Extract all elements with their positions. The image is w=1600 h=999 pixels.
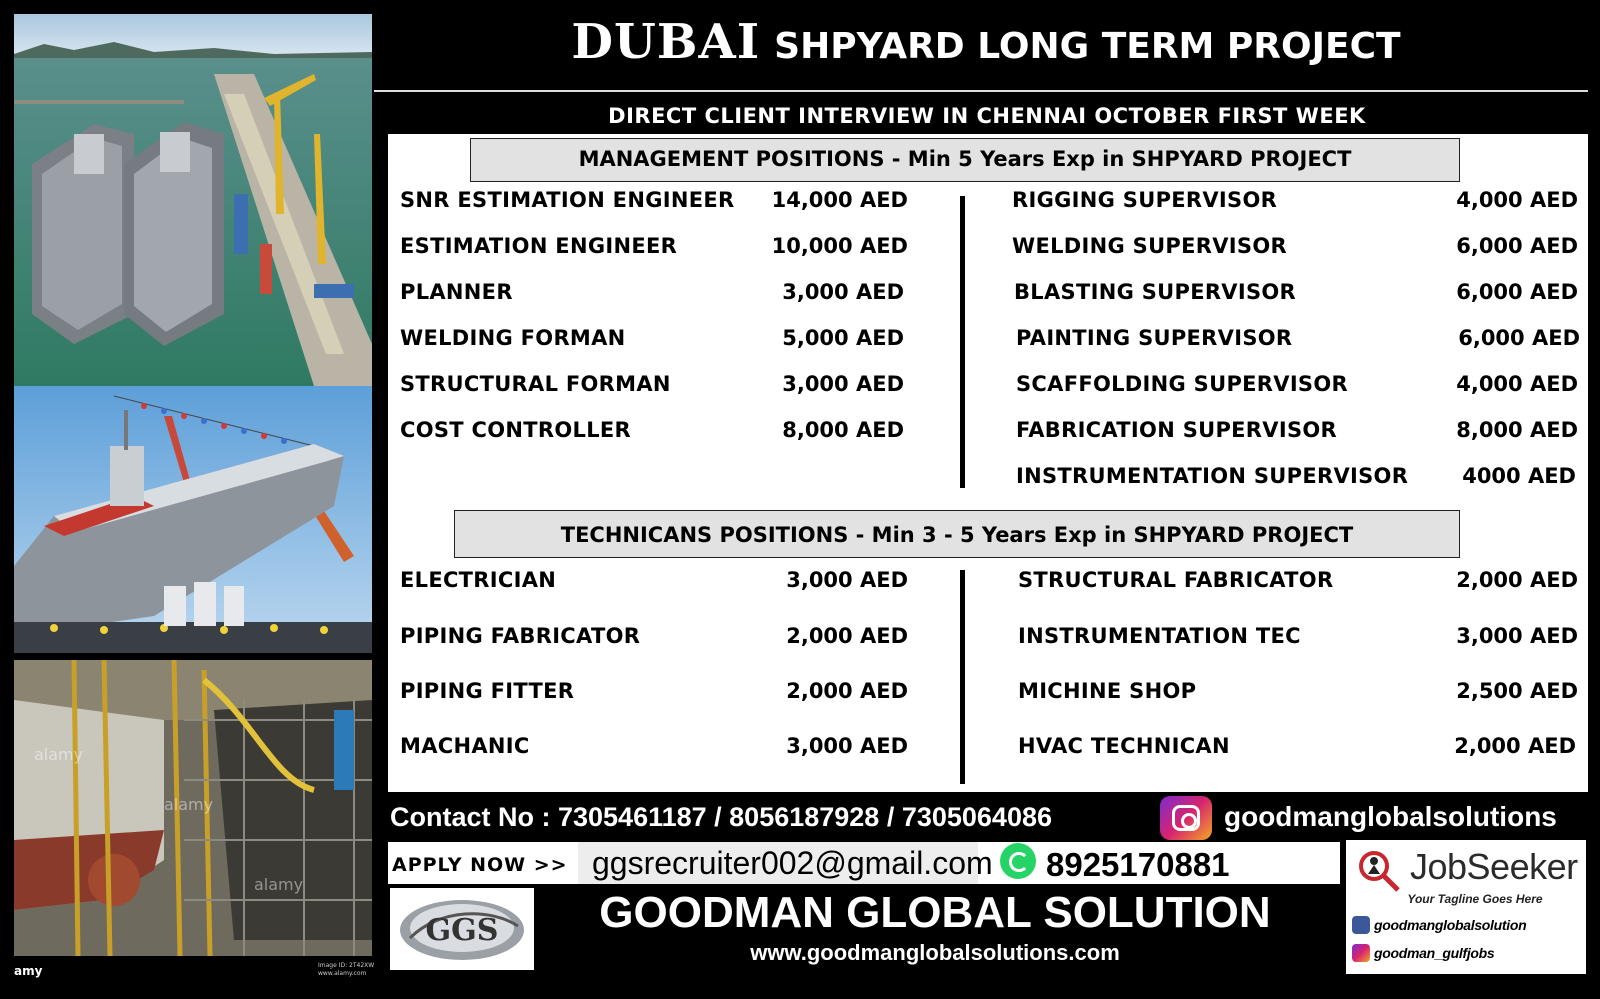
instagram-icon[interactable] — [1160, 796, 1212, 840]
job-salary: 6,000 AED — [1456, 234, 1578, 258]
job-salary: 2,000 AED — [786, 679, 908, 703]
job-salary: 4,000 AED — [1456, 188, 1578, 212]
column-divider — [960, 570, 965, 784]
watermark: alamy — [164, 795, 214, 814]
job-salary: 5,000 AED — [782, 326, 904, 350]
job-salary: 4,000 AED — [1456, 372, 1578, 396]
job-title: PLANNER — [400, 280, 513, 304]
dry-dock-photo — [14, 660, 372, 956]
website-link[interactable]: www.goodmanglobalsolutions.com — [750, 940, 1120, 965]
facebook-handle: goodmanglobalsolution — [1374, 917, 1527, 933]
job-salary: 2,500 AED — [1456, 679, 1578, 703]
whatsapp-number[interactable]: 8925170881 — [1046, 846, 1230, 883]
whatsapp-icon[interactable] — [1000, 843, 1036, 879]
apply-now-label: APPLY NOW >> — [392, 854, 568, 876]
job-salary: 6,000 AED — [1456, 280, 1578, 304]
credit-url: www.alamy.com — [318, 970, 367, 977]
job-salary: 8,000 AED — [1456, 418, 1578, 442]
ship-launch-illustration — [14, 386, 372, 653]
instagram-icon — [1352, 944, 1370, 962]
job-title: SCAFFOLDING SUPERVISOR — [1016, 372, 1348, 396]
dry-dock-illustration — [14, 660, 372, 956]
job-title: INSTRUMENTATION TEC — [1018, 624, 1301, 648]
job-salary: 14,000 AED — [771, 188, 908, 212]
jobseeker-logo-icon — [1354, 848, 1402, 892]
company-logo — [390, 888, 534, 970]
shipyard-aerial-illustration — [14, 14, 372, 386]
job-title: SNR ESTIMATION ENGINEER — [400, 188, 735, 212]
job-salary: 3,000 AED — [782, 372, 904, 396]
title-rest: SHPYARD LONG TERM PROJECT — [774, 26, 1401, 67]
title-main: DUBAI — [571, 14, 761, 70]
job-salary: 2,000 AED — [786, 624, 908, 648]
instagram-handle: goodman_gulfjobs — [1374, 945, 1495, 961]
job-salary: 4000 AED — [1462, 464, 1576, 488]
jobseeker-tagline: Your Tagline Goes Here — [1407, 892, 1543, 906]
facebook-icon — [1352, 916, 1370, 934]
job-title: BLASTING SUPERVISOR — [1014, 280, 1297, 304]
ggs-logo-icon — [390, 888, 534, 970]
job-salary: 8,000 AED — [782, 418, 904, 442]
job-title: WELDING FORMAN — [400, 326, 626, 350]
management-banner: MANAGEMENT POSITIONS - Min 5 Years Exp in SHPYARD PROJECT — [470, 138, 1460, 182]
job-salary: 3,000 AED — [786, 734, 908, 758]
contact-numbers: Contact No : 7305461187 / 8056187928 / 7305064086 — [390, 802, 1052, 832]
job-title: WELDING SUPERVISOR — [1012, 234, 1287, 258]
watermark: alamy — [34, 745, 84, 764]
column-divider — [960, 196, 965, 488]
job-title: STRUCTURAL FABRICATOR — [1018, 568, 1334, 592]
job-title: HVAC TECHNICAN — [1018, 734, 1230, 758]
job-salary: 2,000 AED — [1456, 568, 1578, 592]
logo-text: GGS — [425, 913, 499, 948]
job-title: MICHINE SHOP — [1018, 679, 1197, 703]
facebook-row[interactable] — [1352, 916, 1526, 934]
image-id: Image ID: 2T42XW — [318, 962, 375, 969]
header-divider — [374, 90, 1588, 92]
shipyard-photo-aerial — [14, 14, 372, 386]
instagram-row[interactable] — [1352, 944, 1494, 962]
job-title: MACHANIC — [400, 734, 530, 758]
ship-launch-photo — [14, 386, 372, 653]
job-salary: 3,000 AED — [786, 568, 908, 592]
job-title: STRUCTURAL FORMAN — [400, 372, 671, 396]
jobseeker-title: JobSeeker — [1410, 846, 1578, 887]
email-link[interactable]: ggsrecruiter002@gmail.com — [592, 845, 993, 881]
jobseeker-card — [1346, 840, 1586, 974]
job-salary: 3,000 AED — [782, 280, 904, 304]
job-title: ESTIMATION ENGINEER — [400, 234, 678, 258]
job-title: PIPING FITTER — [400, 679, 575, 703]
subtitle: DIRECT CLIENT INTERVIEW IN CHENNAI OCTOBER FIRST WEEK — [608, 104, 1366, 128]
technicians-banner: TECHNICANS POSITIONS - Min 3 - 5 Years Exp in SHPYARD PROJECT — [454, 510, 1460, 558]
corner-watermark: amy — [14, 964, 43, 978]
job-salary: 2,000 AED — [1454, 734, 1576, 758]
positions-panel — [388, 134, 1588, 792]
job-title: RIGGING SUPERVISOR — [1012, 188, 1278, 212]
job-title: ELECTRICIAN — [400, 568, 557, 592]
image-credit — [318, 962, 378, 978]
instagram-handle[interactable]: goodmanglobalsolutions — [1224, 801, 1557, 832]
job-title: FABRICATION SUPERVISOR — [1016, 418, 1337, 442]
page-title — [372, 14, 1600, 78]
job-salary: 10,000 AED — [771, 234, 908, 258]
job-title: INSTRUMENTATION SUPERVISOR — [1016, 464, 1409, 488]
company-name: GOODMAN GLOBAL SOLUTION — [599, 888, 1271, 937]
job-title: PAINTING SUPERVISOR — [1016, 326, 1293, 350]
watermark: alamy — [254, 875, 304, 894]
job-title: COST CONTROLLER — [400, 418, 631, 442]
job-salary: 6,000 AED — [1458, 326, 1580, 350]
job-salary: 3,000 AED — [1456, 624, 1578, 648]
job-title: PIPING FABRICATOR — [400, 624, 641, 648]
